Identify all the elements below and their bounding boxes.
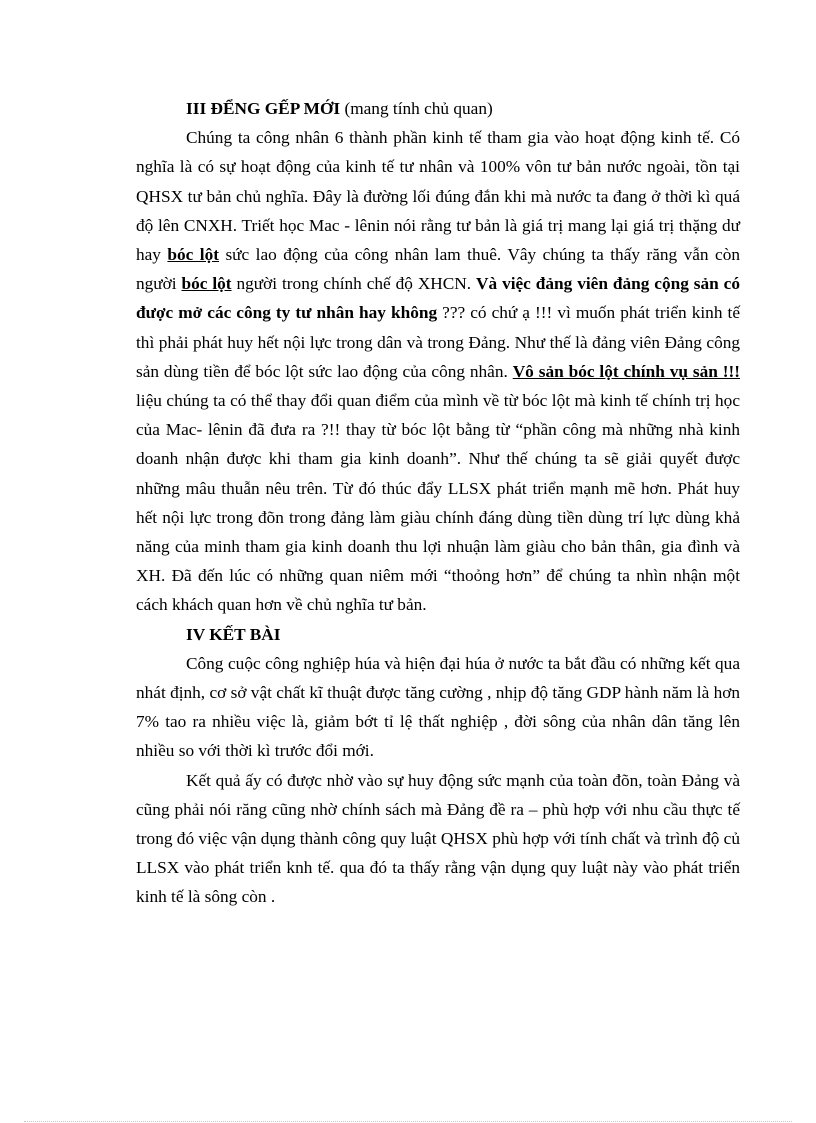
emphasis-underline: bóc lột — [167, 245, 219, 265]
text-run: Chúng ta công nhân 6 thành phần kinh tế tham gia vào hoạt động kinh tế. Có nghĩa là có sự hoạt động của kinh tế tư nhân và 100% vôn tư bản nước ngoài, tồn tại QHSX tư bản chủ nghĩa. Đây là đường lối đúng đắn khi mà nước ta đang ở thời kì quá độ lên CNXH. Triết học Mac - lênin nói rằng tư bản là giá trị mang lại giá trị thặng dư hay — [136, 128, 740, 265]
paragraph-conclusion-2: Kết quả ấy có được nhờ vào sự huy động sức mạnh của toàn đõn, toàn Đảng và cũng phải nói răng cũng nhờ chính sách mà Đảng đề ra – phù hợp với nhu cầu thực tế trong đó việc vận dụng thành công quy luật QHSX phù hợp với tính chất và trình độ củ LLSX vào phát triển knh tế. qua đó ta thấy rằng vận dụng quy luật này vào phát triển kinh tế là sông còn . — [136, 770, 740, 907]
section-heading-title: III ĐỂNG GẾP MỚI — [186, 99, 341, 118]
emphasis-underline: Vô sản bóc lột chính vụ sản !!! — [512, 361, 740, 381]
emphasis-bold: Và việc đảng viên đảng cộng sản có được mở các công ty tư nhân hay không — [136, 274, 740, 323]
section-heading-note: (mang tính chủ quan) — [340, 99, 493, 118]
section-heading-contributions — [136, 94, 740, 123]
text-run: sức lao động của công nhân lam thuê. Vây chúng ta thấy răng vẫn còn người — [136, 245, 740, 294]
page-bottom-divider — [24, 1121, 792, 1122]
section-heading-conclusion — [136, 620, 740, 649]
text-run: ??? có chứ ạ !!! vì muốn phát triển kinh tế thì phải phát huy hết nội lực trong dân và trong Đảng. Như thế là đảng viên Đảng công sản dùng tiền để bóc lột sức lao động của công nhân. — [136, 303, 740, 381]
section-heading-title: IV KẾT BÀI — [186, 624, 281, 644]
paragraph-contributions — [136, 123, 740, 619]
text-run: liệu chúng ta có thể thay đổi quan điểm của mình về từ bóc lột mà kinh tế chính trị học của Mac- lênin đã đưa ra ?!! thay từ bóc lột bằng từ “phần công mà những nhà kinh doanh nhận được khi tham gia kinh doanh”. Như thế chúng ta sẽ giải quyết được những mâu thuẫn nêu trên. Từ đó thúc đẩy LLSX phát triển mạnh mẽ hơn. Phát huy hết nội lực trong đõn trong đảng làm giàu chính đáng dùng tiền dùng trí lực dùng khả năng của minh tham gia kinh doanh thu lợi nhuận làm giàu cho bản thân, gia đình và XH. Đã đến lúc có những quan niêm mới “thoỏng hơn” để chúng ta nhìn nhận một cách khách quan hơn về chủ nghĩa tư bản. — [136, 391, 740, 615]
document-page — [136, 94, 740, 912]
text-run: người trong chính chế độ XHCN. — [231, 274, 477, 294]
emphasis-underline: bóc lột — [181, 274, 232, 294]
paragraph-conclusion-1: Công cuộc công nghiệp húa và hiện đại húa ở nước ta bắt đầu có những kết qua nhát định, cơ sở vật chất kĩ thuật được tăng cường , nhịp độ tăng GDP hành năm là hơn 7% tao ra nhiều việc là, giảm bớt tỉ lệ thất nghiệp , đời sông của nhân dân tăng lên nhiều so với thời kì trước đổi mới. — [136, 653, 740, 761]
